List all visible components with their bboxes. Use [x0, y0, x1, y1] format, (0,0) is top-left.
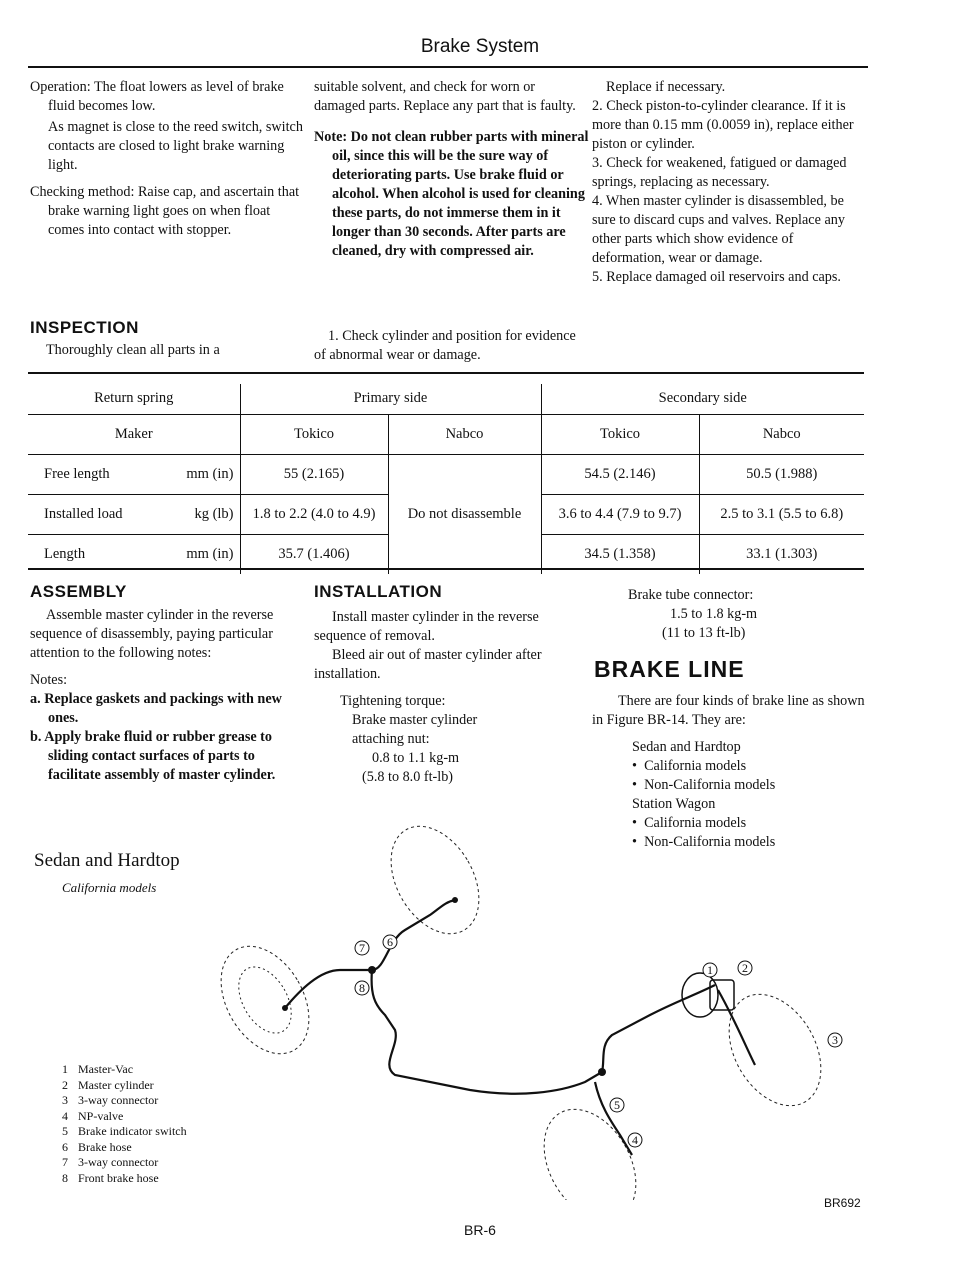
front-left-line — [595, 1082, 632, 1155]
primary-nabco: Nabco — [388, 414, 541, 454]
figure-title: Sedan and Hardtop — [34, 850, 180, 871]
secondary-nabco-installed-load: 2.5 to 3.1 (5.5 to 6.8) — [720, 505, 844, 522]
solvent-text: suitable solvent, and check for worn or damaged parts. Replace any part that is faulty. — [314, 79, 576, 114]
installation-text-2: Bleed air out of master cylinder after installation. — [314, 647, 542, 682]
spring-spec-table-bottom — [28, 568, 864, 570]
rear-left-wheel — [203, 931, 327, 1069]
torque-label: Tightening torque: — [340, 693, 446, 709]
torque-item-2: attaching nut: — [352, 731, 430, 747]
assembly-heading: ASSEMBLY — [30, 582, 127, 601]
legend-item: 1 Master-Vac — [62, 1062, 134, 1076]
connector-value-1: 1.5 to 1.8 kg-m — [670, 606, 758, 622]
note-a: a. Replace gaskets and packings with new ones. — [30, 691, 282, 726]
length-label: Length mm (in) — [28, 534, 240, 574]
inspection-text: Thoroughly clean all parts in a — [46, 342, 220, 358]
callout-6: 6 — [387, 935, 393, 949]
installed-load-label: Installed load kg (lb) — [28, 494, 240, 534]
brake-line-bullet-2: • Non-California models — [632, 777, 776, 793]
primary-tokico: Tokico — [240, 414, 388, 454]
inspection-heading: INSPECTION — [30, 318, 139, 337]
secondary-tokico-length: 34.5 (1.358) — [541, 534, 699, 574]
legend-item: 4 NP-valve — [62, 1108, 124, 1123]
torque-value-2: (5.8 to 8.0 ft-lb) — [362, 769, 454, 785]
secondary-tokico-free-length: 54.5 (2.146) — [541, 454, 699, 494]
check-item-4: 4. When master cylinder is disassembled, be sure to discard cups and valves. Replace any other parts which show evidence of deformation, wear or damage. — [592, 193, 845, 266]
return-spring-header: Return spring — [28, 384, 240, 414]
callout-3: 3 — [832, 1033, 838, 1047]
check-item-1: 1. Check cylinder and position for evidence of abnormal wear or damage. — [314, 328, 576, 363]
secondary-tokico: Tokico — [541, 414, 699, 454]
column-2 — [314, 78, 589, 269]
checking-method-text: Checking method: Raise cap, and ascertain that brake warning light goes on when float comes into contact with stopper. — [30, 184, 300, 238]
secondary-side-header: Secondary side — [658, 390, 747, 407]
secondary-nabco: Nabco — [762, 425, 801, 442]
assembly-section — [30, 606, 310, 785]
brake-line-bullet-1: • California models — [632, 758, 747, 774]
legend-item: 5 Brake indicator switch — [62, 1124, 187, 1138]
assembly-text: Assemble master cylinder in the reverse sequence of disassembly, paying particular attention to the following notes: — [30, 607, 274, 661]
header-rule — [28, 66, 868, 68]
primary-tokico-free-length: 55 (2.165) — [240, 454, 388, 494]
brake-line-bullet-4: • Non-California models — [632, 834, 776, 850]
cleaning-note: Note: Do not clean rubber parts with mineral oil, since this will be the sure way of deteriorating parts. Use brake fluid or alcohol. When alcohol is used for cleaning these parts, do not immerse them in it longer than 30 seconds. After parts are cleaned, dry with compressed air. — [314, 129, 589, 259]
check-item-5: 5. Replace damaged oil reservoirs and caps. — [592, 269, 841, 285]
master-vac-shape — [682, 973, 734, 1017]
maker-header: Maker — [28, 414, 240, 454]
callout-7: 7 — [359, 941, 365, 955]
brake-line-bullet-3: • California models — [632, 815, 747, 831]
callout-1: 1 — [707, 963, 713, 977]
operation-text: Operation: The float lowers as level of brake fluid becomes low. — [30, 79, 284, 114]
page-header: Brake System — [420, 36, 540, 57]
installation-section — [314, 608, 589, 787]
legend-item: 3 3-way connector — [62, 1093, 159, 1107]
figure-legend — [62, 1062, 187, 1186]
main-rear-line — [372, 970, 602, 1094]
nuts — [282, 897, 606, 1076]
free-length-label: Free length mm (in) — [28, 454, 240, 494]
master-line-1 — [602, 985, 715, 1072]
rear-crossover-line — [285, 900, 455, 1008]
callout-5: 5 — [614, 1098, 620, 1112]
connector-value-2: (11 to 13 ft-lb) — [662, 625, 746, 641]
figure-code: BR692 — [824, 1196, 861, 1210]
spring-spec-table — [28, 384, 864, 574]
notes-label: Notes: — [30, 672, 68, 688]
brake-line-heading: BRAKE LINE — [594, 656, 745, 682]
front-right-wheel — [710, 978, 839, 1122]
column-3 — [592, 78, 868, 287]
note-b: b. Apply brake fluid or rubber grease to sliding contact surfaces of parts to facilitate assembly of master cylinder. — [30, 729, 276, 783]
legend-item: 8 Front brake hose — [62, 1170, 159, 1185]
installation-text-1: Install master cylinder in the reverse sequence of removal. — [314, 609, 539, 644]
do-not-disassemble: Do not disassemble — [388, 454, 541, 574]
check-item-3: 3. Check for weakened, fatigued or damaged springs, replacing as necessary. — [592, 155, 847, 190]
replace-text: Replace if necessary. — [606, 79, 726, 95]
torque-item-1: Brake master cylinder — [352, 712, 478, 728]
column-1 — [30, 78, 308, 248]
page-number: BR-6 — [464, 1222, 496, 1238]
callout-8: 8 — [359, 981, 365, 995]
secondary-tokico-installed-load: 3.6 to 4.4 (7.9 to 9.7) — [541, 494, 699, 534]
primary-tokico-length: 35.7 (1.406) — [240, 534, 388, 574]
primary-tokico-installed-load: 1.8 to 2.2 (4.0 to 4.9) — [240, 494, 388, 534]
wheel-outlines — [203, 820, 840, 1200]
brake-tubes — [285, 900, 755, 1155]
connector-section — [592, 586, 868, 643]
legend-item: 6 Brake hose — [62, 1139, 132, 1154]
secondary-nabco-length: 33.1 (1.303) — [746, 545, 818, 562]
sedan-hardtop-label: Sedan and Hardtop — [632, 739, 741, 755]
rear-right-wheel — [373, 820, 497, 949]
diagram-callouts — [355, 935, 842, 1147]
check-item-2: 2. Check piston-to-cylinder clearance. If it is more than 0.15 mm (0.0059 in), replace either piston or cylinder. — [592, 98, 854, 152]
callout-2: 2 — [742, 961, 748, 975]
station-wagon-label: Station Wagon — [632, 796, 716, 812]
connector-label: Brake tube connector: — [628, 587, 754, 603]
secondary-nabco-free-length: 50.5 (1.988) — [746, 465, 818, 482]
magnet-text: As magnet is close to the reed switch, switch contacts are closed to light brake warning light. — [48, 119, 303, 173]
spring-spec-table-top — [28, 372, 864, 374]
brake-line-text: There are four kinds of brake line as shown in Figure BR-14. They are: — [592, 693, 865, 728]
installation-heading: INSTALLATION — [314, 582, 443, 601]
legend-item: 7 3-way connector — [62, 1155, 159, 1169]
torque-value-1: 0.8 to 1.1 kg-m — [372, 750, 460, 766]
front-right-line — [718, 990, 755, 1065]
legend-item: 2 Master cylinder — [62, 1077, 154, 1092]
figure-subtitle: California models — [62, 880, 157, 895]
primary-side-header: Primary side — [240, 384, 541, 414]
callout-4: 4 — [632, 1133, 638, 1147]
